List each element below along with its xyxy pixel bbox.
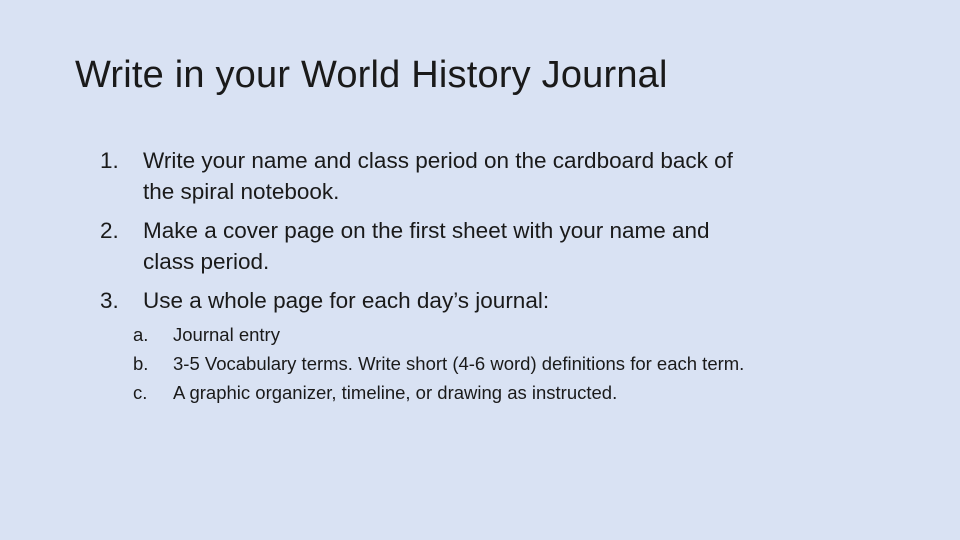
- instruction-text: Use a whole page for each day’s journal:: [143, 288, 550, 313]
- journal-contents-letter: a.: [133, 324, 149, 345]
- journal-contents-letter: c.: [133, 382, 148, 403]
- journal-contents-item: [133, 322, 753, 348]
- instruction-item: [100, 145, 760, 207]
- instruction-number: 2.: [100, 218, 119, 243]
- instruction-number: 1.: [100, 148, 119, 173]
- slide-title: Write in your World History Journal: [75, 54, 668, 96]
- instruction-number: 3.: [100, 288, 119, 313]
- instruction-item: [100, 215, 760, 277]
- instruction-text: Make a cover page on the first sheet with your name and class period.: [143, 218, 710, 274]
- instruction-text: Write your name and class period on the cardboard back of the spiral notebook.: [143, 148, 733, 204]
- journal-contents-list: [133, 322, 753, 409]
- instruction-item: [100, 285, 760, 316]
- journal-contents-letter: b.: [133, 353, 149, 374]
- instruction-list: [100, 145, 760, 324]
- journal-contents-text: A graphic organizer, timeline, or drawing as instructed.: [173, 382, 618, 403]
- journal-contents-text: Journal entry: [173, 324, 280, 345]
- journal-contents-item: [133, 351, 753, 377]
- journal-contents-text: 3-5 Vocabulary terms. Write short (4-6 word) definitions for each term.: [173, 353, 745, 374]
- journal-contents-item: [133, 380, 753, 406]
